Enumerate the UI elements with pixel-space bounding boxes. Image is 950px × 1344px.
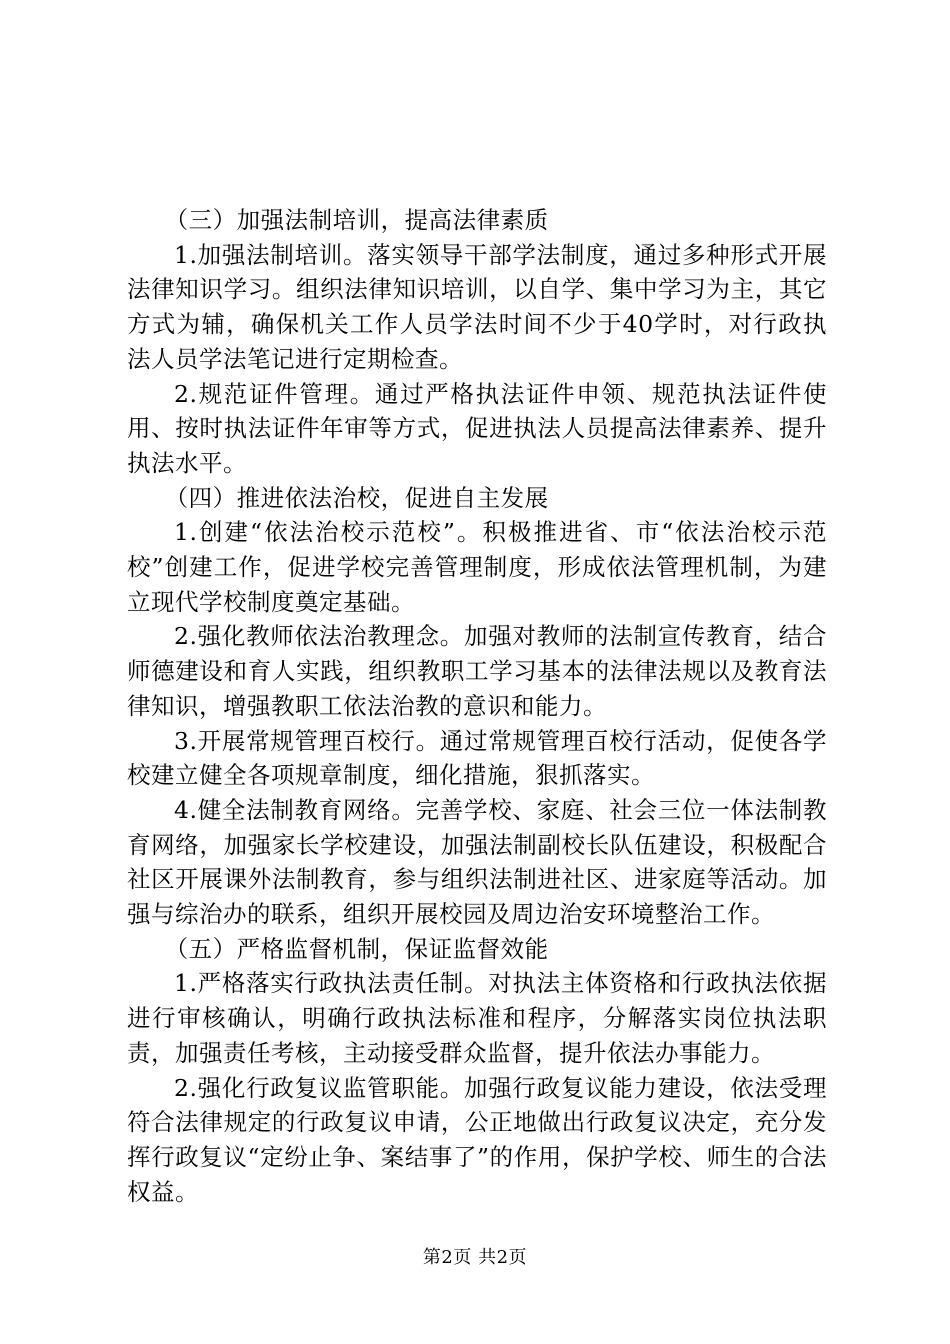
document-body (127, 203, 827, 1209)
section-heading-5: （五）严格监督机制，保证监督效能 (164, 934, 549, 963)
paragraph-4-1: 1.创建“依法治校示范校”。积极推进省、市“依法治校示范校”创建工作，促进学校完善管理制度，形成依法管理机制，为建立现代学校制度奠定基础。 (127, 518, 827, 616)
paragraph-4-3: 3.开展常规管理百校行。通过常规管理百校行活动，促使各学校建立健全各项规章制度，细化措施，狠抓落实。 (127, 726, 827, 790)
paragraph-5-1: 1.严格落实行政执法责任制。对执法主体资格和行政执法依据进行审核确认，明确行政执法标准和程序，分解落实岗位执法职责，加强责任考核，主动接受群众监督，提升依法办事能力。 (127, 969, 827, 1067)
paragraph-5-2: 2.强化行政复议监管职能。加强行政复议能力建设，依法受理符合法律规定的行政复议申请，公正地做出行政复议决定，充分发挥行政复议“定纷止争、案结事了”的作用，保护学校、师生的合法权益。 (127, 1073, 827, 1206)
section-heading-4: （四）推进依法治校，促进自主发展 (164, 483, 549, 512)
paragraph-3-2: 2.规范证件管理。通过严格执法证件申领、规范执法证件使用、按时执法证件年审等方式，促进执法人员提高法律素养、提升执法水平。 (127, 379, 827, 477)
section-heading-3: （三）加强法制培训，提高法律素质 (164, 206, 549, 234)
paragraph-3-1: 1.加强法制培训。落实领导干部学法制度，通过多种形式开展法律知识学习。组织法律知识培训，以自学、集中学习为主，其它方式为辅，确保机关工作人员学法时间不少于40学时，对行政执法人员学法笔记进行定期检查。 (127, 240, 827, 373)
page-footer: 第2页 共2页 (422, 1247, 528, 1268)
paragraph-4-2: 2.强化教师依法治教理念。加强对教师的法制宣传教育，结合师德建设和育人实践，组织教职工学习基本的法律法规以及教育法律知识，增强教职工依法治教的意识和能力。 (127, 622, 827, 720)
paragraph-4-4: 4.健全法制教育网络。完善学校、家庭、社会三位一体法制教育网络，加强家长学校建设，加强法制副校长队伍建设，积极配合社区开展课外法制教育，参与组织法制进社区、进家庭等活动。加强与综治办的联系，组织开展校园及周边治安环境整治工作。 (127, 795, 827, 929)
